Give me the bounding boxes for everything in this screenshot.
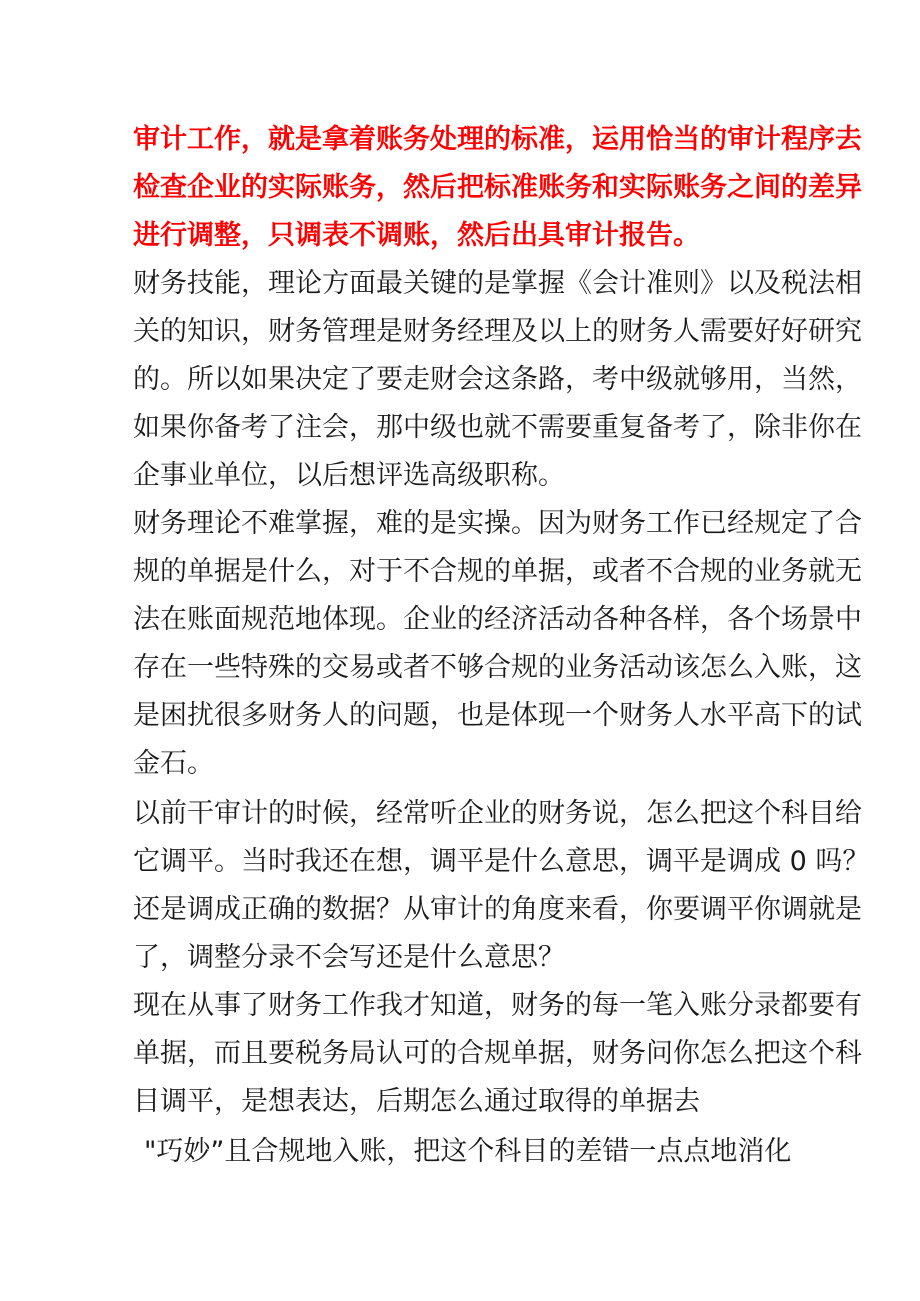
paragraph-4-line-4: 了，调整分录不会写还是什么意思？ [133,942,565,973]
paragraph-3-line-1: 财务理论不难掌握，难的是实操。因为财务工作已经规定了合 [133,508,862,539]
paragraph-2-line-2: 关的知识，财务管理是财务经理及以上的财务人需要好好研究 [133,316,862,347]
paragraph-1-line-2: 检查企业的实际账务，然后把标准账务和实际账务之间的差异 [133,172,862,203]
paragraph-3-line-6: 金石。 [133,748,214,779]
paragraph-4-line-1: 以前干审计的时候，经常听企业的财务说，怎么把这个科目给 [133,798,862,829]
paragraph-3-line-2: 规的单据是什么，对于不合规的单据，或者不合规的业务就无 [133,556,862,587]
paragraph-3-line-5: 是困扰很多财务人的问题，也是体现一个财务人水平高下的试 [133,700,862,731]
paragraph-1-line-1: 审计工作，就是拿着账务处理的标准，运用恰当的审计程序去 [133,124,862,155]
paragraph-2-line-4: 如果你备考了注会，那中级也就不需要重复备考了，除非你在 [133,412,862,443]
paragraph-4-line-3: 还是调成正确的数据？从审计的角度来看，你要调平你调就是 [133,894,862,925]
paragraph-1-line-3: 进行调整，只调表不调账，然后出具审计报告。 [133,220,700,251]
paragraph-2-line-3: 的。所以如果决定了要走财会这条路，考中级就够用，当然， [133,364,862,395]
paragraph-5-line-1: 现在从事了财务工作我才知道，财务的每一笔入账分录都要有 [133,990,862,1021]
paragraph-3-line-4: 存在一些特殊的交易或者不够合规的业务活动该怎么入账，这 [133,652,862,683]
paragraph-4-line-2: 它调平。当时我还在想，调平是什么意思，调平是调成 0 吗？ [133,846,870,877]
paragraph-5-line-4: "巧妙”且合规地入账，把这个科目的差错一点点地消化 [144,1136,792,1167]
paragraph-5-line-2: 单据，而且要税务局认可的合规单据，财务问你怎么把这个科 [133,1038,862,1069]
paragraph-2-line-1: 财务技能，理论方面最关键的是掌握《会计准则》以及税法相 [133,268,862,299]
paragraph-2-line-5: 企事业单位，以后想评选高级职称。 [133,460,565,491]
paragraph-5-line-3: 目调平，是想表达，后期怎么通过取得的单据去 [133,1086,700,1117]
paragraph-3-line-3: 法在账面规范地体现。企业的经济活动各种各样，各个场景中 [133,604,862,635]
